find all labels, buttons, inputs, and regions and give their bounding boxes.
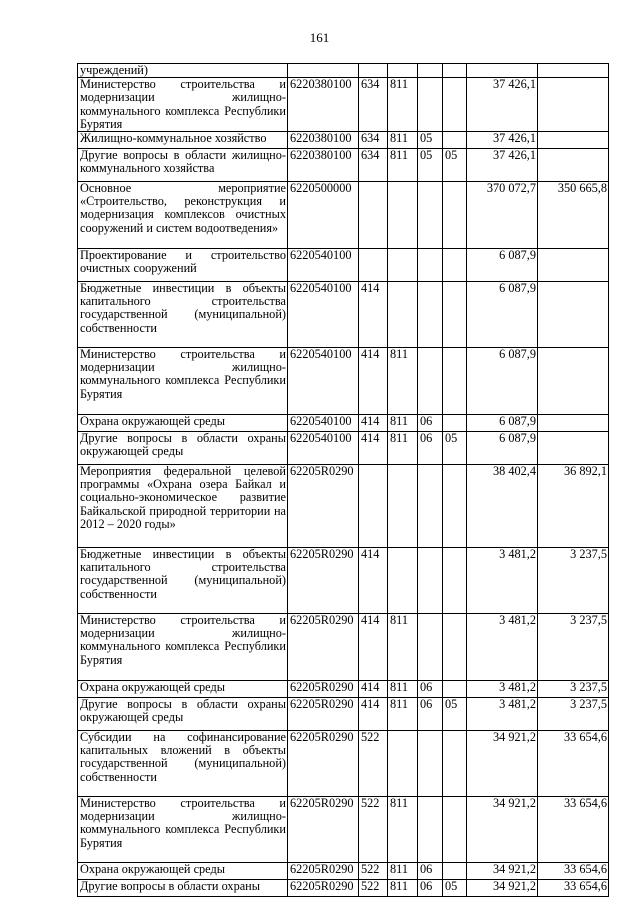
cell-amount-1: 6 087,9 [467, 348, 538, 415]
cell-section: 05 [418, 149, 443, 182]
cell-grbs: 811 [388, 863, 418, 880]
cell-target-code [288, 64, 359, 78]
cell-amount-2: 36 892,1 [538, 465, 609, 548]
cell-amount-1: 38 402,4 [467, 465, 538, 548]
table-row [78, 415, 609, 432]
cell-amount-2: 350 665,8 [538, 182, 609, 249]
cell-name: Бюджетные инвестиции в объекты капитального строительства государственной (муниципальной) собственности [78, 548, 288, 614]
cell-amount-1: 6 087,9 [467, 282, 538, 348]
cell-subsection [443, 614, 467, 681]
cell-name: Субсидии на софинансирование капитальных вложений в объекты государственной (муниципальной) собственности [78, 731, 288, 797]
cell-subsection [443, 731, 467, 797]
cell-expense-type [359, 182, 388, 249]
cell-amount-1: 6 087,9 [467, 432, 538, 465]
cell-grbs: 811 [388, 681, 418, 698]
cell-subsection [443, 465, 467, 548]
cell-name: Охрана окружающей среды [78, 681, 288, 698]
cell-grbs: 811 [388, 132, 418, 149]
cell-amount-2 [538, 78, 609, 132]
cell-expense-type: 414 [359, 348, 388, 415]
cell-expense-type: 414 [359, 614, 388, 681]
cell-subsection [443, 797, 467, 863]
cell-amount-1: 37 426,1 [467, 149, 538, 182]
table-row [78, 348, 609, 415]
cell-target-code: 6220540100 [288, 282, 359, 348]
cell-amount-2: 33 654,6 [538, 731, 609, 797]
table-row [78, 432, 609, 465]
cell-section [418, 548, 443, 614]
cell-section [418, 348, 443, 415]
cell-subsection: 05 [443, 432, 467, 465]
cell-grbs: 811 [388, 614, 418, 681]
cell-subsection: 05 [443, 149, 467, 182]
cell-expense-type: 522 [359, 797, 388, 863]
cell-name: Другие вопросы в области охраны [78, 880, 288, 897]
cell-subsection [443, 64, 467, 78]
cell-name: Проектирование и строительство очистных сооружений [78, 249, 288, 282]
cell-amount-2: 33 654,6 [538, 797, 609, 863]
cell-section [418, 797, 443, 863]
cell-target-code: 62205R0290 [288, 548, 359, 614]
table-row [78, 880, 609, 897]
cell-amount-1: 3 481,2 [467, 681, 538, 698]
cell-grbs [388, 465, 418, 548]
cell-amount-2 [538, 415, 609, 432]
table-row [78, 548, 609, 614]
cell-amount-1 [467, 64, 538, 78]
cell-amount-2: 33 654,6 [538, 863, 609, 880]
cell-amount-2: 3 237,5 [538, 614, 609, 681]
cell-amount-1: 37 426,1 [467, 78, 538, 132]
cell-name: Охрана окружающей среды [78, 863, 288, 880]
cell-expense-type [359, 64, 388, 78]
cell-name: Министерство строительства и модернизации жилищно-коммунального комплекса Республики Бурятия [78, 614, 288, 681]
cell-subsection [443, 681, 467, 698]
table-row [78, 182, 609, 249]
cell-amount-1: 34 921,2 [467, 880, 538, 897]
cell-amount-2 [538, 249, 609, 282]
cell-grbs [388, 548, 418, 614]
cell-amount-2 [538, 149, 609, 182]
cell-amount-2 [538, 132, 609, 149]
cell-subsection [443, 132, 467, 149]
table-row [78, 681, 609, 698]
cell-grbs [388, 731, 418, 797]
cell-section [418, 282, 443, 348]
cell-grbs: 811 [388, 432, 418, 465]
cell-target-code: 6220380100 [288, 149, 359, 182]
cell-grbs: 811 [388, 415, 418, 432]
cell-name: Мероприятия федеральной целевой программы «Охрана озера Байкал и социально-экономическое развитие Байкальской природной территории на 2012 – 2020 годы» [78, 465, 288, 548]
cell-target-code: 6220540100 [288, 415, 359, 432]
cell-expense-type: 414 [359, 548, 388, 614]
cell-amount-1: 6 087,9 [467, 249, 538, 282]
cell-subsection [443, 548, 467, 614]
cell-grbs: 811 [388, 880, 418, 897]
cell-amount-1: 3 481,2 [467, 548, 538, 614]
cell-amount-2: 3 237,5 [538, 681, 609, 698]
cell-target-code: 62205R0290 [288, 731, 359, 797]
cell-amount-1: 34 921,2 [467, 731, 538, 797]
table-row [78, 249, 609, 282]
cell-grbs: 811 [388, 698, 418, 731]
cell-expense-type: 522 [359, 863, 388, 880]
cell-grbs [388, 249, 418, 282]
cell-target-code: 6220380100 [288, 132, 359, 149]
table-row [78, 282, 609, 348]
cell-expense-type: 414 [359, 415, 388, 432]
cell-section [418, 249, 443, 282]
cell-name: Охрана окружающей среды [78, 415, 288, 432]
cell-target-code: 6220380100 [288, 78, 359, 132]
cell-target-code: 62205R0290 [288, 614, 359, 681]
cell-target-code: 6220500000 [288, 182, 359, 249]
cell-section [418, 64, 443, 78]
cell-subsection: 05 [443, 698, 467, 731]
cell-subsection [443, 78, 467, 132]
cell-section [418, 465, 443, 548]
cell-grbs [388, 64, 418, 78]
cell-amount-2 [538, 282, 609, 348]
cell-name: Другие вопросы в области охраны окружающей среды [78, 698, 288, 731]
cell-amount-1: 34 921,2 [467, 797, 538, 863]
cell-subsection [443, 249, 467, 282]
cell-grbs: 811 [388, 78, 418, 132]
cell-expense-type: 634 [359, 132, 388, 149]
cell-amount-2: 3 237,5 [538, 698, 609, 731]
page-number: 161 [309, 30, 330, 45]
table-row [78, 78, 609, 132]
cell-expense-type: 414 [359, 698, 388, 731]
cell-grbs [388, 282, 418, 348]
cell-name: Министерство строительства и модернизации жилищно-коммунального комплекса Республики Бурятия [78, 797, 288, 863]
cell-target-code: 62205R0290 [288, 465, 359, 548]
cell-amount-1: 37 426,1 [467, 132, 538, 149]
table-row [78, 731, 609, 797]
cell-expense-type: 634 [359, 149, 388, 182]
table-row [78, 698, 609, 731]
cell-section: 05 [418, 132, 443, 149]
cell-expense-type: 522 [359, 880, 388, 897]
cell-section: 06 [418, 863, 443, 880]
cell-expense-type: 414 [359, 681, 388, 698]
table-row [78, 465, 609, 548]
cell-name: учреждений) [78, 64, 288, 78]
cell-section: 06 [418, 880, 443, 897]
cell-subsection [443, 282, 467, 348]
cell-name: Другие вопросы в области охраны окружающей среды [78, 432, 288, 465]
cell-name: Другие вопросы в области жилищно-коммунального хозяйства [78, 149, 288, 182]
cell-grbs [388, 182, 418, 249]
cell-target-code: 6220540100 [288, 348, 359, 415]
cell-amount-1: 3 481,2 [467, 614, 538, 681]
cell-amount-2 [538, 348, 609, 415]
cell-amount-1: 6 087,9 [467, 415, 538, 432]
cell-name: Министерство строительства и модернизации жилищно-коммунального комплекса Республики Бурятия [78, 348, 288, 415]
cell-expense-type [359, 249, 388, 282]
cell-grbs: 811 [388, 348, 418, 415]
cell-grbs: 811 [388, 797, 418, 863]
cell-target-code: 6220540100 [288, 432, 359, 465]
table-body [78, 64, 609, 897]
cell-amount-1: 370 072,7 [467, 182, 538, 249]
cell-subsection [443, 863, 467, 880]
cell-section [418, 182, 443, 249]
cell-amount-1: 3 481,2 [467, 698, 538, 731]
cell-section: 06 [418, 681, 443, 698]
cell-target-code: 62205R0290 [288, 880, 359, 897]
cell-section [418, 614, 443, 681]
table-row [78, 797, 609, 863]
table-row [78, 64, 609, 78]
cell-section [418, 731, 443, 797]
cell-grbs: 811 [388, 149, 418, 182]
cell-expense-type: 634 [359, 78, 388, 132]
cell-target-code: 62205R0290 [288, 698, 359, 731]
cell-target-code: 62205R0290 [288, 681, 359, 698]
cell-name: Основное мероприятие «Строительство, реконструкция и модернизация комплексов очистных сооружений и систем водоотведения» [78, 182, 288, 249]
table-row [78, 132, 609, 149]
cell-expense-type: 414 [359, 432, 388, 465]
cell-amount-1: 34 921,2 [467, 863, 538, 880]
cell-section: 06 [418, 432, 443, 465]
cell-expense-type: 522 [359, 731, 388, 797]
cell-target-code: 6220540100 [288, 249, 359, 282]
cell-amount-2 [538, 432, 609, 465]
cell-amount-2: 33 654,6 [538, 880, 609, 897]
cell-subsection [443, 182, 467, 249]
cell-amount-2 [538, 64, 609, 78]
cell-subsection [443, 348, 467, 415]
cell-target-code: 62205R0290 [288, 863, 359, 880]
table-row [78, 614, 609, 681]
cell-expense-type: 414 [359, 282, 388, 348]
cell-amount-2: 3 237,5 [538, 548, 609, 614]
cell-subsection [443, 415, 467, 432]
cell-section: 06 [418, 698, 443, 731]
table-row [78, 863, 609, 880]
cell-subsection: 05 [443, 880, 467, 897]
cell-name: Министерство строительства и модернизации жилищно-коммунального комплекса Республики Бурятия [78, 78, 288, 132]
cell-name: Жилищно-коммунальное хозяйство [78, 132, 288, 149]
table-row [78, 149, 609, 182]
cell-target-code: 62205R0290 [288, 797, 359, 863]
cell-expense-type [359, 465, 388, 548]
cell-section [418, 78, 443, 132]
budget-table [77, 63, 609, 897]
cell-name: Бюджетные инвестиции в объекты капитального строительства государственной (муниципальной) собственности [78, 282, 288, 348]
cell-section: 06 [418, 415, 443, 432]
